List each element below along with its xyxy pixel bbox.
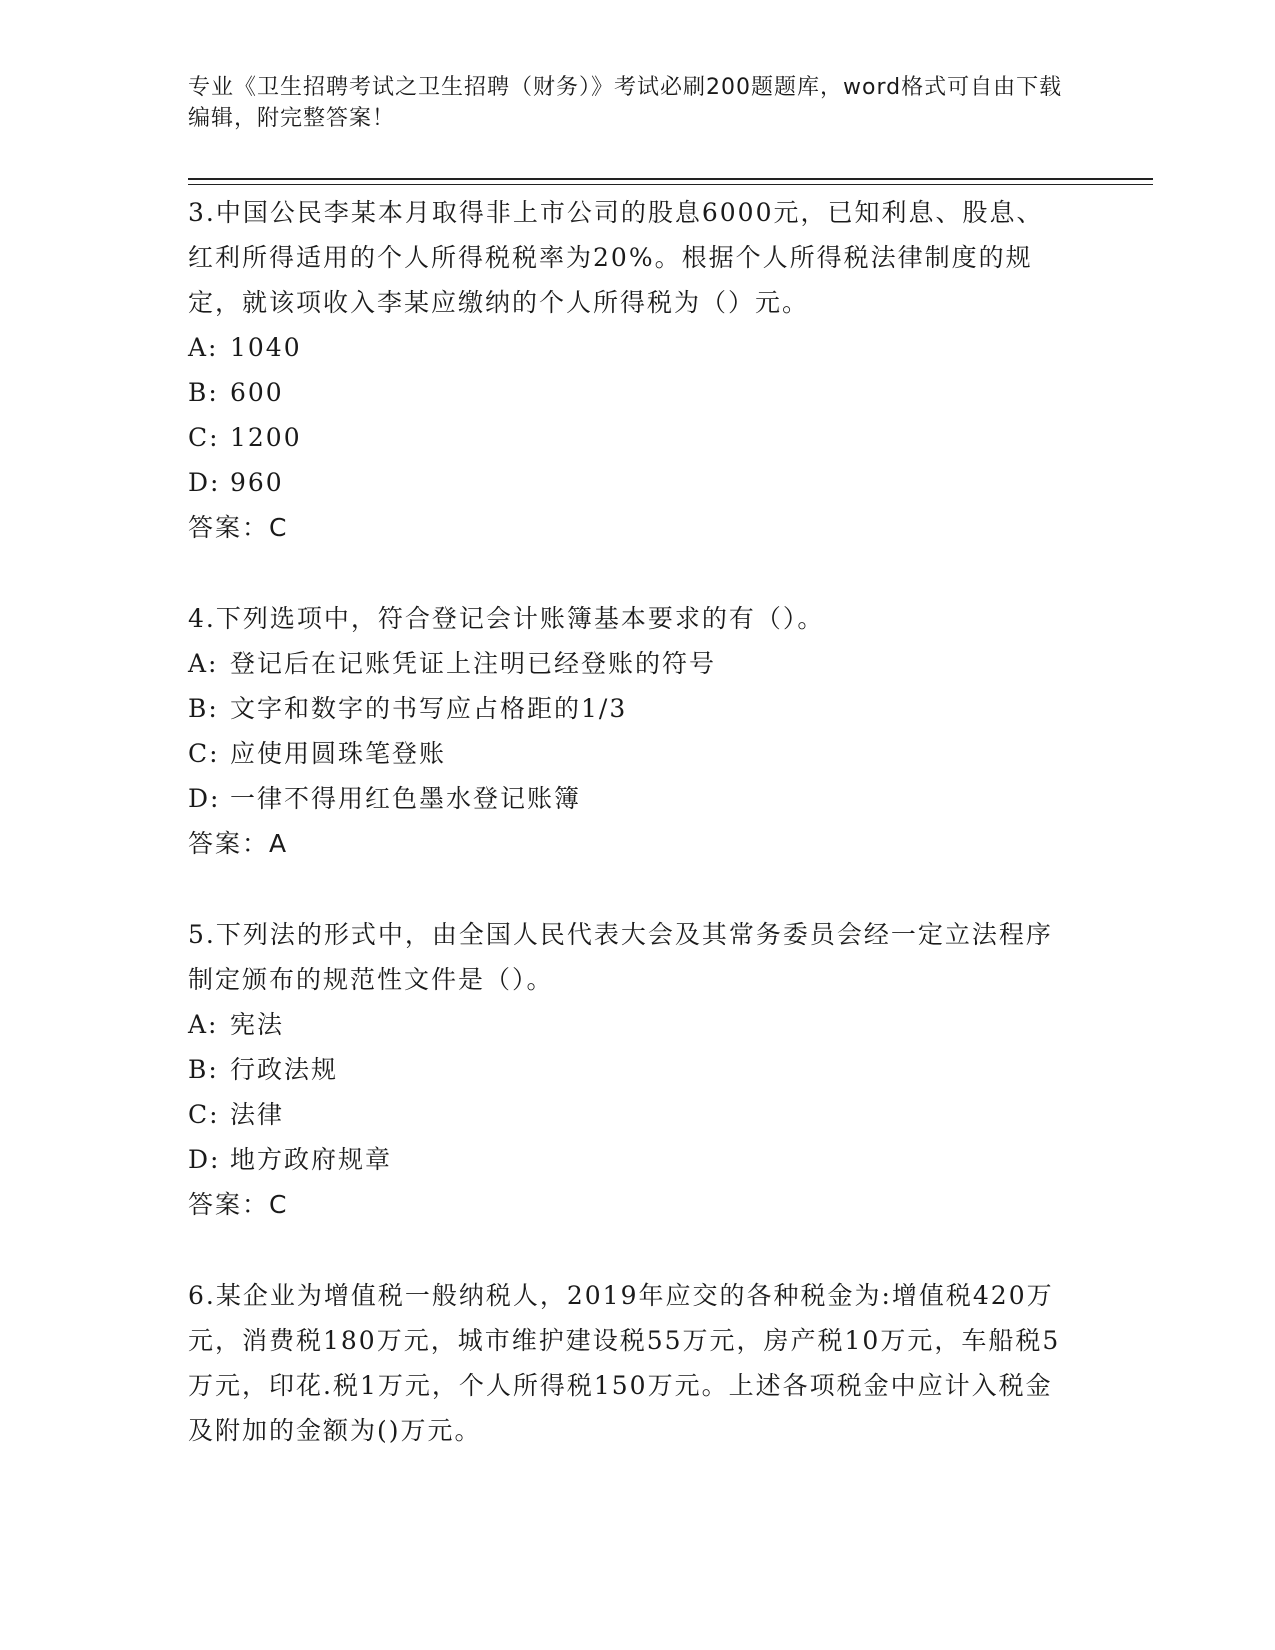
option-letter: B: <box>188 694 219 723</box>
option-c <box>188 731 1068 776</box>
question-5 <box>188 912 1068 1227</box>
question-stem: 5.下列法的形式中，由全国人民代表大会及其常务委员会经一定立法程序制定颁布的规范性文件是（）。 <box>188 920 1053 994</box>
option-d <box>188 460 1068 505</box>
question-stem: 6.某企业为增值税一般纳税人，2019年应交的各种税金为:增值税420万元，消费税180万元，城市维护建设税55万元，房产税10万元，车船税5万元，印花.税1万元，个人所得税150万元。上述各项税金中应计入税金及附加的金额为()万元。 <box>188 1281 1061 1445</box>
option-letter: C: <box>188 739 220 768</box>
option-a <box>188 641 1068 686</box>
option-text: 一律不得用红色墨水登记账簿 <box>230 784 582 813</box>
option-c <box>188 415 1068 460</box>
option-text: 地方政府规章 <box>230 1145 393 1174</box>
option-letter: B: <box>188 378 219 407</box>
option-a <box>188 325 1068 370</box>
option-text: 法律 <box>230 1100 285 1129</box>
option-letter: C: <box>188 423 220 452</box>
option-text: 文字和数字的书写应占格距的1/3 <box>230 694 628 723</box>
option-text: 1040 <box>230 333 302 362</box>
option-d <box>188 776 1068 821</box>
option-letter: A: <box>188 649 219 678</box>
option-b <box>188 370 1068 415</box>
question-6 <box>188 1273 1068 1453</box>
question-list <box>188 190 1068 1499</box>
header-rule-thick <box>188 178 1153 180</box>
question-4 <box>188 596 1068 866</box>
option-letter: D: <box>188 784 221 813</box>
question-3 <box>188 190 1068 550</box>
option-c <box>188 1092 1068 1137</box>
question-stem: 4.下列选项中，符合登记会计账簿基本要求的有（）。 <box>188 604 825 633</box>
option-letter: B: <box>188 1055 219 1084</box>
option-a <box>188 1002 1068 1047</box>
answer-line: 答案：A <box>188 829 289 858</box>
option-letter: A: <box>188 1010 219 1039</box>
option-letter: A: <box>188 333 219 362</box>
question-stem: 3.中国公民李某本月取得非上市公司的股息6000元，已知利息、股息、红利所得适用的个人所得税税率为20%。根据个人所得税法律制度的规定，就该项收入李某应缴纳的个人所得税为（）元。 <box>188 198 1044 317</box>
option-text: 行政法规 <box>230 1055 339 1084</box>
option-b <box>188 1047 1068 1092</box>
option-letter: D: <box>188 1145 221 1174</box>
option-text: 应使用圆珠笔登账 <box>230 739 447 768</box>
option-text: 登记后在记账凭证上注明已经登账的符号 <box>230 649 717 678</box>
answer-line: 答案：C <box>188 1190 289 1219</box>
header-rule-thin <box>188 184 1153 185</box>
option-b <box>188 686 1068 731</box>
option-text: 600 <box>230 378 284 407</box>
option-d <box>188 1137 1068 1182</box>
option-letter: C: <box>188 1100 220 1129</box>
option-text: 960 <box>230 468 284 497</box>
option-text: 宪法 <box>230 1010 285 1039</box>
document-header: 专业《卫生招聘考试之卫生招聘（财务）》考试必刷200题题库，word格式可自由下载编辑，附完整答案！ <box>188 75 1063 131</box>
answer-line: 答案：C <box>188 513 289 542</box>
option-text: 1200 <box>230 423 302 452</box>
option-letter: D: <box>188 468 221 497</box>
